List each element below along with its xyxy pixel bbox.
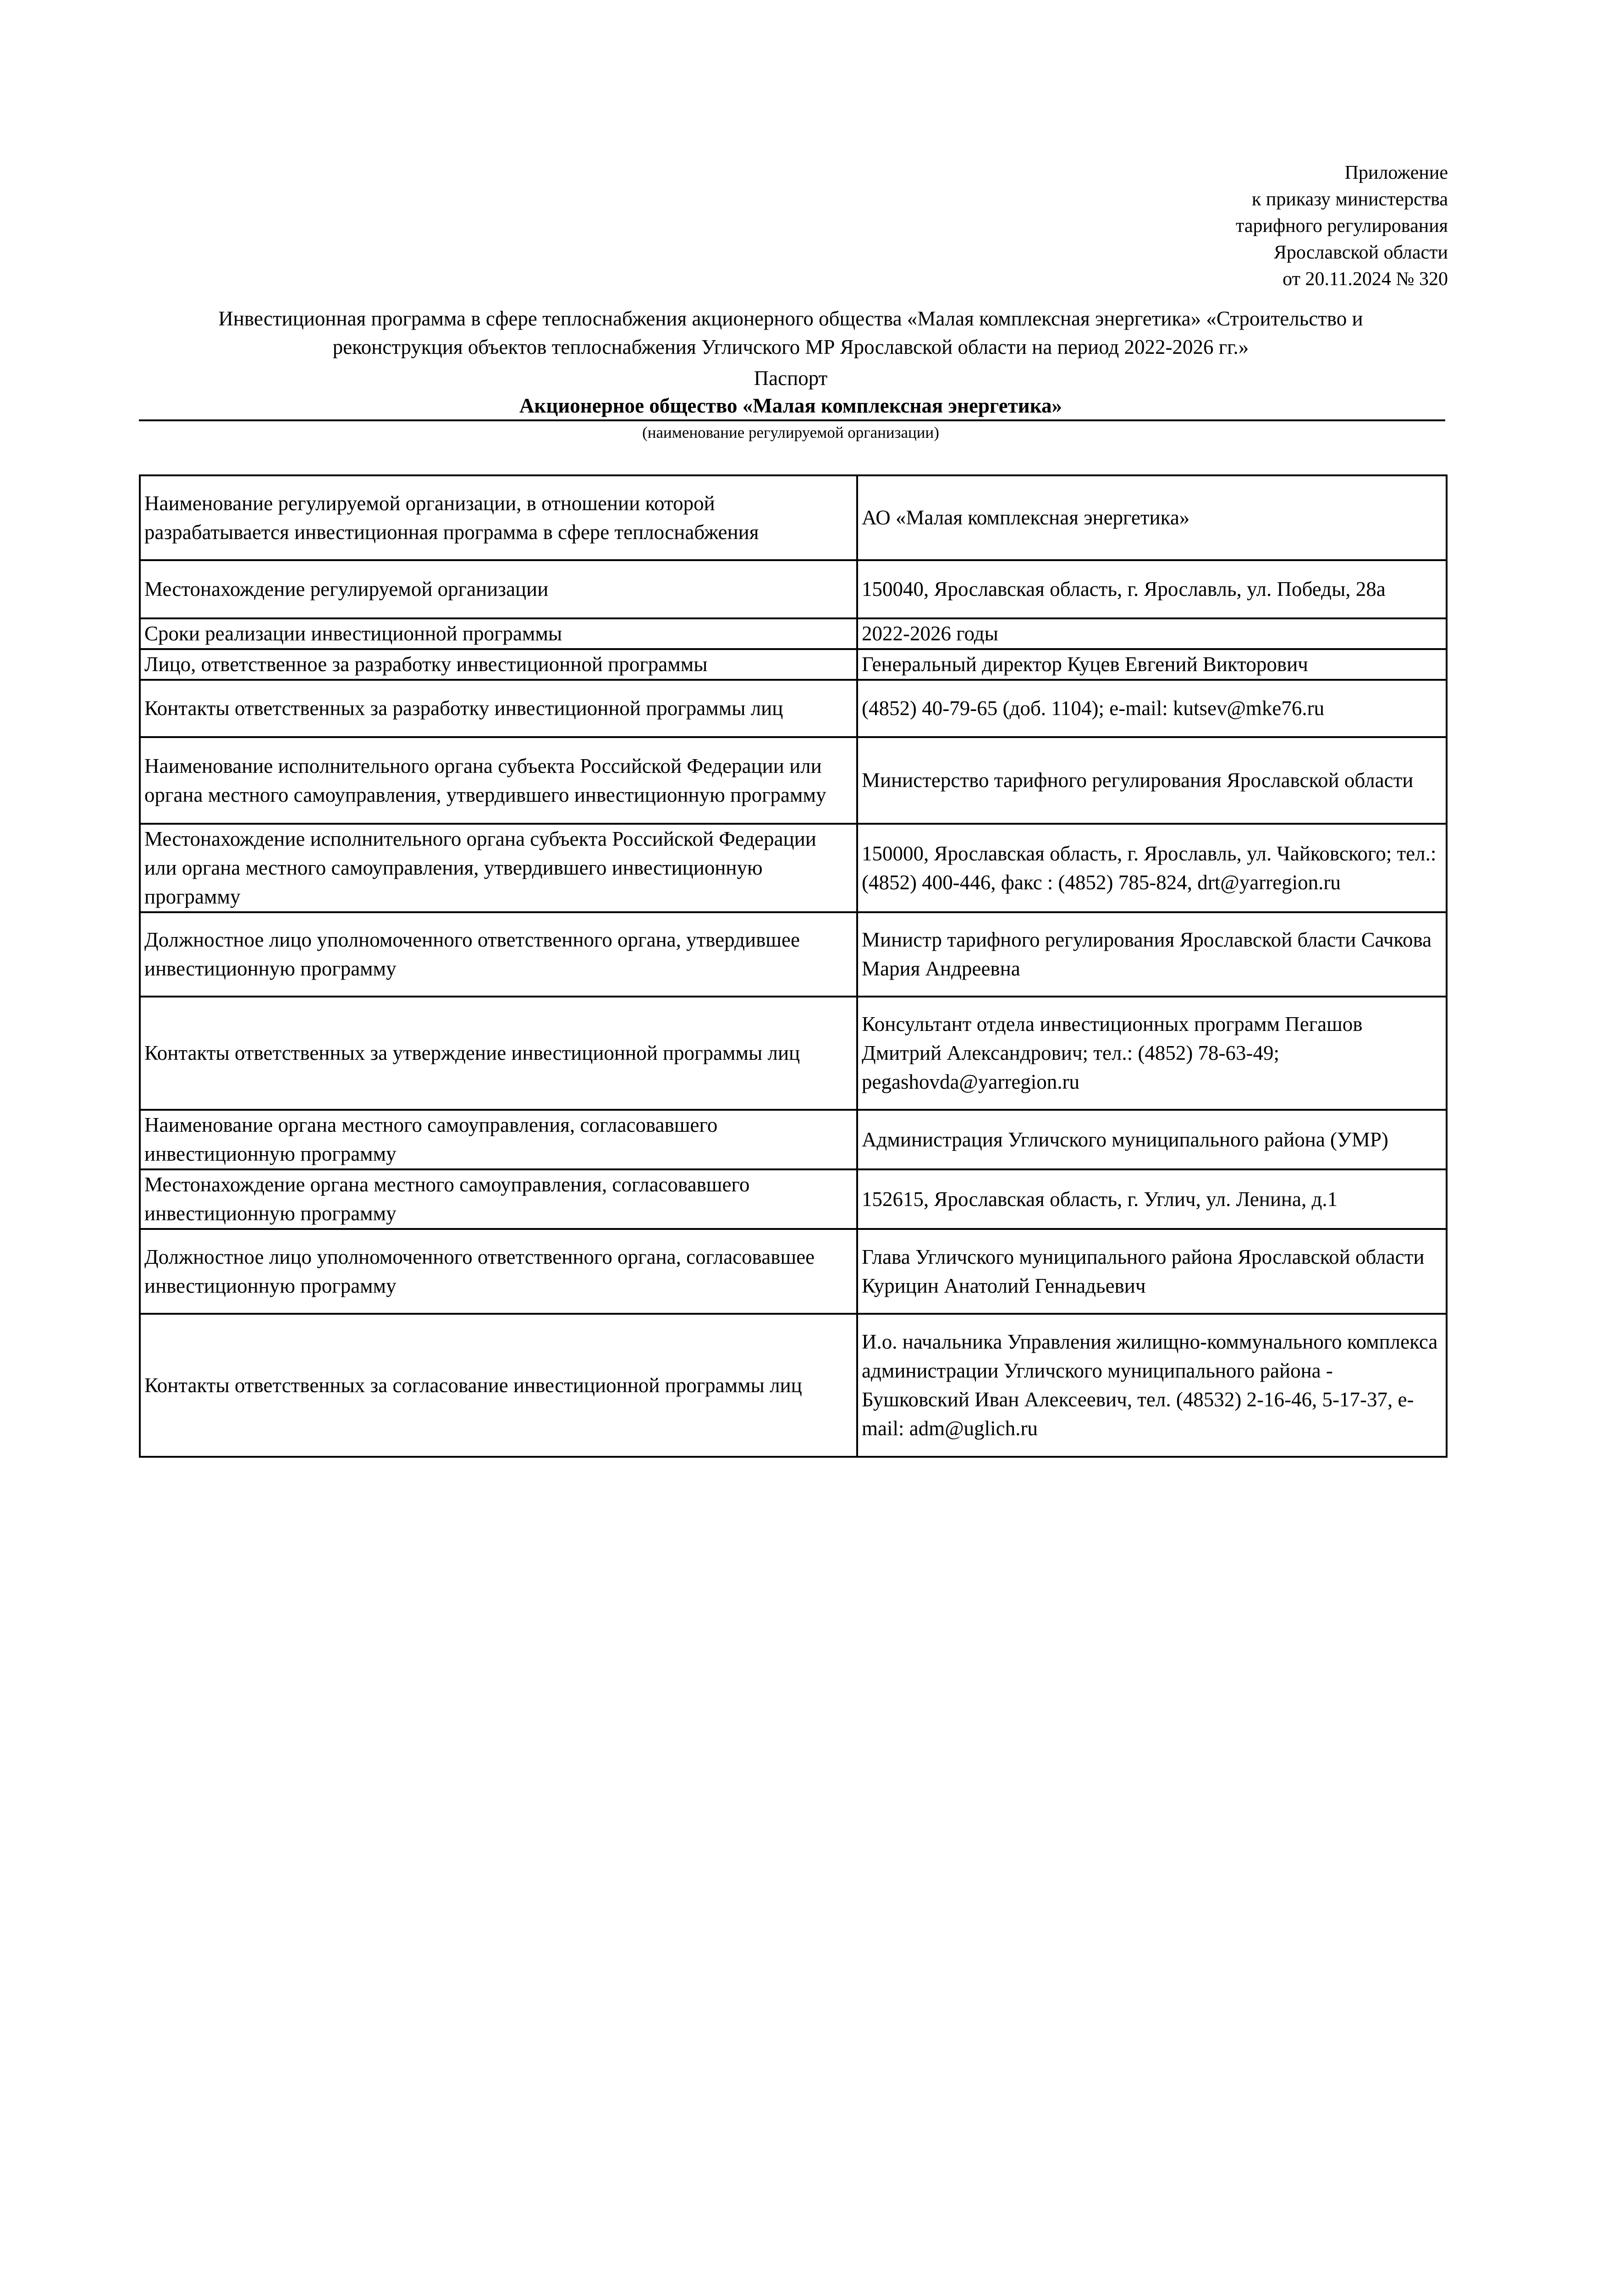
row-label: Наименование исполнительного органа субъекта Российской Федерации или органа местного самоуправления, утвердившего инвестиционную программу bbox=[140, 737, 857, 824]
table-row bbox=[140, 560, 1447, 618]
table-row bbox=[140, 649, 1447, 680]
table-row bbox=[140, 1169, 1447, 1229]
row-value: 150000, Ярославская область, г. Ярославль, ул. Чайковского; тел.: (4852) 400-446, факс : (4852) 785-824, drt@yarregion.ru bbox=[857, 824, 1447, 912]
row-value: Глава Угличского муниципального района Ярославской области Курицин Анатолий Геннадьевич bbox=[857, 1229, 1447, 1314]
row-label: Контакты ответственных за утверждение инвестиционной программы лиц bbox=[140, 997, 857, 1110]
row-label: Местонахождение регулируемой организации bbox=[140, 560, 857, 618]
appendix-line: к приказу министерства bbox=[1251, 189, 1448, 210]
row-value: Консультант отдела инвестиционных программ Пегашов Дмитрий Александрович; тел.: (4852) 78-63-49; pegashovda@yarregion.ru bbox=[857, 997, 1447, 1110]
table-row bbox=[140, 824, 1447, 912]
table-row bbox=[140, 1110, 1447, 1169]
row-label: Контакты ответственных за согласование инвестиционной программы лиц bbox=[140, 1314, 857, 1457]
appendix-block bbox=[1236, 160, 1448, 292]
organization-caption: (наименование регулируемой организации) bbox=[642, 424, 939, 441]
table-row bbox=[140, 1314, 1447, 1457]
table-row bbox=[140, 680, 1447, 737]
row-label: Сроки реализации инвестиционной программы bbox=[140, 618, 857, 649]
appendix-line: от 20.11.2024 № 320 bbox=[1283, 269, 1448, 290]
table-row bbox=[140, 1229, 1447, 1314]
table-row bbox=[140, 737, 1447, 824]
row-value: Генеральный директор Куцев Евгений Викторович bbox=[857, 649, 1447, 680]
passport-heading: Паспорт bbox=[754, 367, 828, 390]
row-label: Контакты ответственных за разработку инвестиционной программы лиц bbox=[140, 680, 857, 737]
organization-underline bbox=[139, 419, 1445, 421]
table-row bbox=[140, 618, 1447, 649]
row-label: Должностное лицо уполномоченного ответственного органа, согласовавшее инвестиционную программу bbox=[140, 1229, 857, 1314]
row-label: Лицо, ответственное за разработку инвестиционной программы bbox=[140, 649, 857, 680]
program-title-line: Инвестиционная программа в сфере теплоснабжения акционерного общества «Малая комплексная энергетика» «Строительство и bbox=[218, 307, 1363, 330]
passport-table bbox=[139, 474, 1448, 1458]
row-value: 150040, Ярославская область, г. Ярославль, ул. Победы, 28а bbox=[857, 560, 1447, 618]
table-row bbox=[140, 475, 1447, 560]
table-row bbox=[140, 912, 1447, 997]
row-value: Администрация Угличского муниципального района (УМР) bbox=[857, 1110, 1447, 1169]
row-value: 2022-2026 годы bbox=[857, 618, 1447, 649]
row-label: Должностное лицо уполномоченного ответственного органа, утвердившее инвестиционную программу bbox=[140, 912, 857, 997]
row-value: АО «Малая комплексная энергетика» bbox=[857, 475, 1447, 560]
row-value: И.о. начальника Управления жилищно-коммунального комплекса администрации Угличского муниципального района - Бушковский Иван Алексеевич, тел. (48532) 2-16-46, 5-17-37, e-mail: adm@uglich.ru bbox=[857, 1314, 1447, 1457]
appendix-line: тарифного регулирования bbox=[1235, 215, 1448, 237]
organization-name: Акционерное общество «Малая комплексная энергетика» bbox=[519, 394, 1062, 417]
row-label: Местонахождение исполнительного органа субъекта Российской Федерации или органа местного самоуправления, утвердившего инвестиционную программу bbox=[140, 824, 857, 912]
row-label: Наименование органа местного самоуправления, согласовавшего инвестиционную программу bbox=[140, 1110, 857, 1169]
appendix-line: Приложение bbox=[1344, 162, 1448, 183]
program-title-line: реконструкция объектов теплоснабжения Угличского МР Ярославской области на период 2022-2026 гг.» bbox=[332, 336, 1249, 358]
row-label: Местонахождение органа местного самоуправления, согласовавшего инвестиционную программу bbox=[140, 1169, 857, 1229]
appendix-line: Ярославской области bbox=[1273, 242, 1448, 263]
row-value: Министерство тарифного регулирования Ярославской области bbox=[857, 737, 1447, 824]
row-value: (4852) 40-79-65 (доб. 1104); e-mail: kutsev@mke76.ru bbox=[857, 680, 1447, 737]
row-label: Наименование регулируемой организации, в отношении которой разрабатывается инвестиционная программа в сфере теплоснабжения bbox=[140, 475, 857, 560]
table-row bbox=[140, 997, 1447, 1110]
row-value: 152615, Ярославская область, г. Углич, ул. Ленина, д.1 bbox=[857, 1169, 1447, 1229]
program-title bbox=[138, 304, 1444, 361]
row-value: Министр тарифного регулирования Ярославской бласти Сачкова Мария Андреевна bbox=[857, 912, 1447, 997]
